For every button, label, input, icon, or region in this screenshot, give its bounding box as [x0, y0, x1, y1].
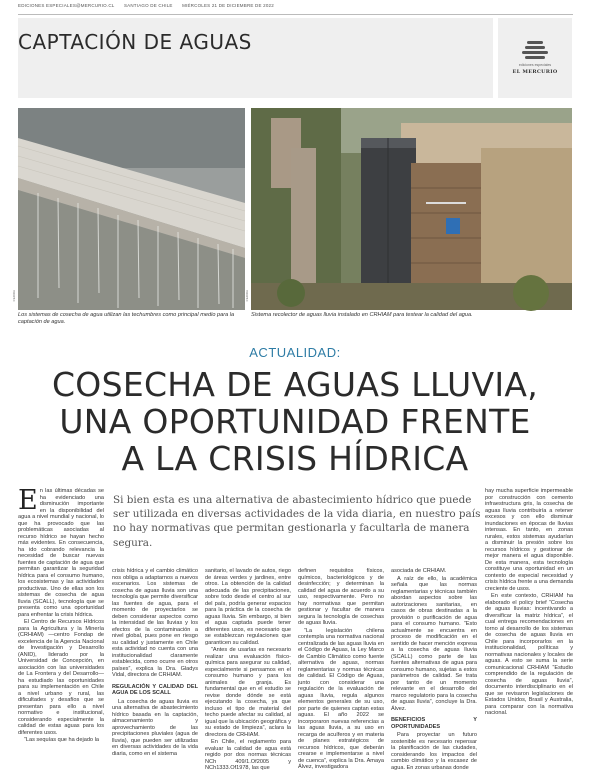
- column-paragraph: “La legislación chilena contempla una normativa nacional centralizada de las aguas lluvia en el Código de Aguas, la Ley Marco de Cambio Climático como fuente alternativa de aguas, normas reglamentarias y normas técnicas de calidad. El Código de Aguas, junto con considerar una regulación de la evaluación de aguas lluvia, regula algunos elementos generales de su uso, por parte de quienes captan estas aguas. El año 2022 se incorporaron nuevas referencias a las aguas lluvia, a su uso en recarga de acuíferos y en materia de planes estratégicos de recursos hídricos, que deberán crearse e implementarse a nivel de cuenca”, explica la Dra. Amaya Álvez, investigadora: [298, 627, 384, 770]
- photo-rainwater-tank: [251, 108, 572, 310]
- edition-city: SANTIAGO DE CHILE: [123, 3, 173, 8]
- column-paragraph: Para proyectar un futuro sostenible es necesario repensar la planificación de las ciudades, considerando los impactos del cambio climático y la escasez de agua. En zonas urbanas donde: [391, 732, 477, 771]
- article-column-1: [18, 485, 104, 745]
- column-paragraph: La cosecha de aguas lluvia es una alternativa de abastecimiento hídrico basada en la captación, almacenamiento y aprovechamiento de las precipitaciones pluviales (agua de lluvia), que pueden ser utilizadas en diversas actividades de la vida diaria, como en el sistema: [112, 698, 198, 757]
- photo-right-credit: CEDIDA: [245, 290, 249, 302]
- headline-line-3: A LA CRISIS HÍDRICA: [121, 439, 469, 478]
- article-column-5: [391, 568, 477, 771]
- column-paragraph: sanitario, el lavado de autos, riego de áreas verdes y jardines, entre otros. La obtención de la calidad adecuada de las precipitaciones, sobre todo desde el centro al sur del país, podría generar espacios para la práctica de la cosecha de aguas lluvia. Sin embargo, si bien el agua captada puede tener diferentes usos, es necesario que se establezcan regulaciones que garanticen su calidad.: [205, 568, 291, 646]
- rainwater-tank-illustration: [251, 108, 572, 310]
- column-paragraph: crisis hídrica y el cambio climático nos obliga a adaptarnos a nuevos escenarios. Los sistemas de cosecha de aguas lluvia son una tecnología que permite diversificar las fuentes de agua, para el momento de proyectarlos se deben considerar aspectos como la intensidad de las lluvias y los efectos de la contaminación a nivel global, pues pone en riesgo su calidad y justamente en Chile esta actividad no cuenta con una institucionalidad claramente establecida, como ocurre en otros países”, explica la Dra. Gladys Vidal, directora de CRHIAM.: [112, 568, 198, 678]
- logo-mark-icon: [522, 41, 548, 59]
- subheading-regulation: REGULACIÓN Y CALIDAD DEL AGUA DE LOS SCALL: [112, 683, 198, 696]
- publication-logo: [498, 18, 572, 98]
- photo-right-caption: Sistema recolector de aguas lluvia instalado en CRHIAM para testear la calidad del agua.: [251, 312, 473, 318]
- article-column-4: [298, 568, 384, 770]
- article-lede: Si bien esta es una alternativa de abastecimiento hídrico que puede ser utilizada en diversas actividades de la vida diaria, en nuestro país no hay normativas que permitan gestionarla y facultarla de manera segura.: [113, 494, 481, 549]
- subheading-benefits: BENEFICIOS Y OPORTUNIDADES: [391, 717, 477, 730]
- article-column-3: [205, 568, 291, 771]
- logo-name: EL MERCURIO: [512, 69, 558, 75]
- column-paragraph: definen requisitos físicos, químicos, bacteriológicos y de desinfección; y determinan la calidad del agua de acuerdo a su uso, respectivamente. Pero no hay normativas que permitan gestionar y facultar de manera segura la tecnología de cosechas de aguas lluvia.: [298, 568, 384, 626]
- photo-left-credit: CEDIDA: [12, 290, 16, 302]
- edition-date: MIÉRCOLES 21 DE DICIEMBRE DE 2022: [182, 3, 274, 8]
- column-paragraph: En las últimas décadas se ha evidenciado una disminución importante en la disponibilidad del agua a nivel mundial y nacional, lo que ha provocado que las problemáticas asociadas al recurso hídrico se hayan hecho más evidentes. En consecuencia, ha ido cobrando relevancia la necesidad de buscar nuevas fuentes de captación de agua que permitan garantizar la seguridad hídrica para el consumo humano, los ecosistemas y las actividades productivas. Uno de ellas son los sistemas de cosecha de agua lluvia (SCALL), tecnología que se presenta como una oportunidad para enfrentar la crisis hídrica.: [18, 485, 104, 618]
- column-paragraph: asociada de CRHIAM.: [391, 568, 447, 574]
- article-headline: [0, 366, 590, 477]
- headline-line-1: COSECHA DE AGUAS LLUVIA,: [51, 365, 539, 404]
- photo-roof-rain: [18, 108, 245, 310]
- column-paragraph: En este contexto, CRHIAM ha elaborado el policy brief “Cosecha de aguas lluvias: incentivando a diversificar la matriz hídrica”, el cual entrega recomendaciones en torno al desarrollo de los sistemas de cosecha de aguas lluvia en Chile para incorporarlos en la institucionalidad, políticas y normativas nacionales y locales de aguas. A esto se suma la serie comunicacional CRHIAM “Estudio comprendido de la regulación de cosecha de aguas lluvia”, documento interdisciplinario en el que se revisaron legislaciones de Estados Unidos, Brasil y Australia, para comparar con la normativa nacional.: [485, 593, 573, 716]
- edition-bar: [18, 3, 573, 15]
- logo-subtitle: ediciones especiales: [518, 63, 552, 67]
- photo-left-caption: Los sistemas de cosecha de agua utilizan las techumbres como principal medio para la captación de agua.: [18, 312, 235, 325]
- column-paragraph: El Centro de Recursos Hídricos para la Agricultura y la Minería (CRHIAM) —centro Fondap de excelencia de la Agencia Nacional de Investigación y Desarrollo (ANID), liderado por la Universidad de Concepción, en asociación con las universidades de La Frontera y del Desarrollo— ha estudiado las oportunidades para su implementación en Chile a nivel urbano y rural, las dificultades y desafíos que se presentan para ello a nivel normativo e institucional, considerando especialmente la calidad de estas aguas para los diferentes usos.: [18, 619, 104, 736]
- article-kicker: ACTUALIDAD:: [249, 345, 341, 360]
- site-url[interactable]: EDICIONES ESPECIALES@MERCURIO.CL: [18, 3, 115, 8]
- column-paragraph: En Chile, el reglamento para evaluar la calidad de agua está regido por dos normas técnicas NCh 409/1.Of2005 y NCh1333.Of1978, las que: [205, 739, 291, 771]
- column-paragraph: A raíz de ello, la académica señala que las normas reglamentarias y técnicas también abordan aspectos sobre las autorizaciones sanitarias, en casos de obras destinadas a la provisión o purificación de agua para el consumo humano. “Esto actualmente se encuentra en proceso de modificación en el sentido de hacer mención expresa a la cosecha de aguas lluvia (SCALL) como parte de las fuentes alternativas de agua para consumo humano, sujetas a estos parámetros de calidad. Se trata por tanto de un momento relevante en el desarrollo del marco regulatorio para la cosecha de aguas lluvia”, concluye la Dra. Álvez.: [391, 575, 477, 712]
- article-column-2: [112, 568, 198, 758]
- roof-rain-illustration: [18, 108, 245, 310]
- column-paragraph: “Las sequías que ha dejado la: [24, 737, 99, 743]
- article-column-6: [485, 488, 573, 718]
- section-title: CAPTACIÓN DE AGUAS: [18, 30, 252, 54]
- column-paragraph: “Antes de usarlas es necesario realizar una evaluación físico-química para asegurar su calidad, especialmente si pensamos en el consumo humano y para los animales de granja. Es fundamental que en el estudio se revise donde dónde se está ejecutando la cosecha, ya que incluso el tipo de material del techo puede afectar su calidad, al igual que la ubicación geográfica y su estado de limpieza”, aclara la directora de CRHIAM.: [205, 647, 291, 738]
- headline-line-2: UNA OPORTUNIDAD FRENTE: [59, 402, 531, 441]
- drop-cap: E: [18, 485, 38, 516]
- column-paragraph: hay mucha superficie impermeable por construcción con cemento infraestructura gris, la cosecha de aguas lluvia contribuiría a retener excesos y con ello disminuir inundaciones en épocas de lluvias intensas. En tanto, en zonas rurales, estos sistemas ayudarían a disminuir la presión sobre los recursos hídricos y gestionar de mejor manera el agua disponible. De esta manera, esta tecnología constituye una oportunidad en un contexto de especial necesidad y crisis hídrica frente a una demanda creciente de usos.: [485, 488, 573, 592]
